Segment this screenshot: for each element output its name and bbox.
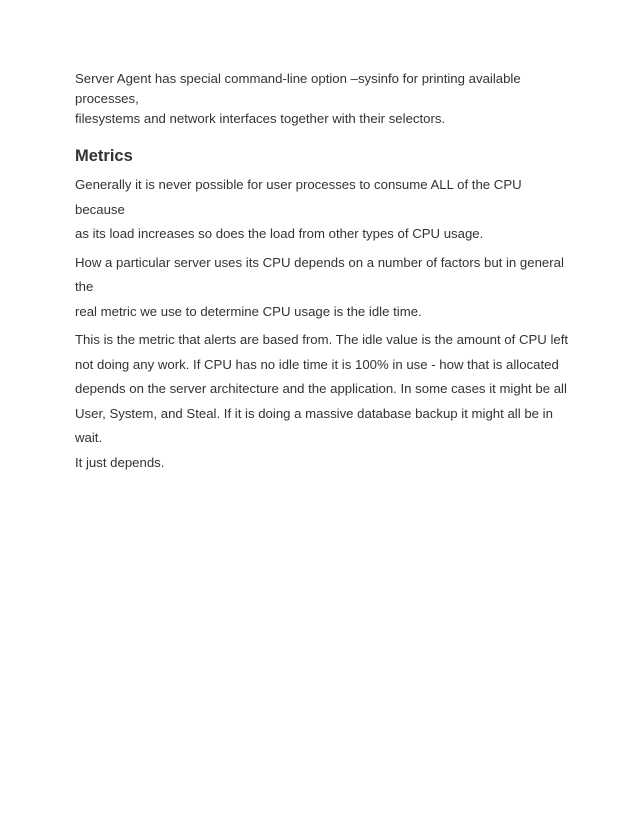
intro-paragraph xyxy=(75,69,575,129)
intro-line: Server Agent has special command-line option –sysinfo for printing available processes, xyxy=(75,71,521,106)
body-paragraph xyxy=(75,328,575,475)
intro-line: filesystems and network interfaces together with their selectors. xyxy=(75,111,446,126)
paragraph-line: real metric we use to determine CPU usage is the idle time. xyxy=(75,303,422,319)
paragraph-line: as its load increases so does the load from other types of CPU usage. xyxy=(75,226,484,241)
paragraph-line: This is the metric that alerts are based from. The idle value is the amount of CPU left xyxy=(75,332,569,347)
section-heading: Metrics xyxy=(75,147,133,165)
document-page xyxy=(75,69,575,475)
body-paragraph xyxy=(75,251,575,325)
paragraph-line: not doing any work. If CPU has no idle time it is 100% in use - how that is allocated xyxy=(75,356,559,372)
paragraph-line: depends on the server architecture and the application. In some cases it might be all xyxy=(75,381,567,396)
paragraph-line: How a particular server uses its CPU depends on a number of factors but in general the xyxy=(75,254,564,294)
body-paragraph xyxy=(75,173,575,247)
paragraph-line: Generally it is never possible for user processes to consume ALL of the CPU because xyxy=(75,177,522,217)
paragraph-line: User, System, and Steal. If it is doing a massive database backup it might all be in wait. xyxy=(75,405,553,445)
paragraph-line: It just depends. xyxy=(75,454,165,470)
